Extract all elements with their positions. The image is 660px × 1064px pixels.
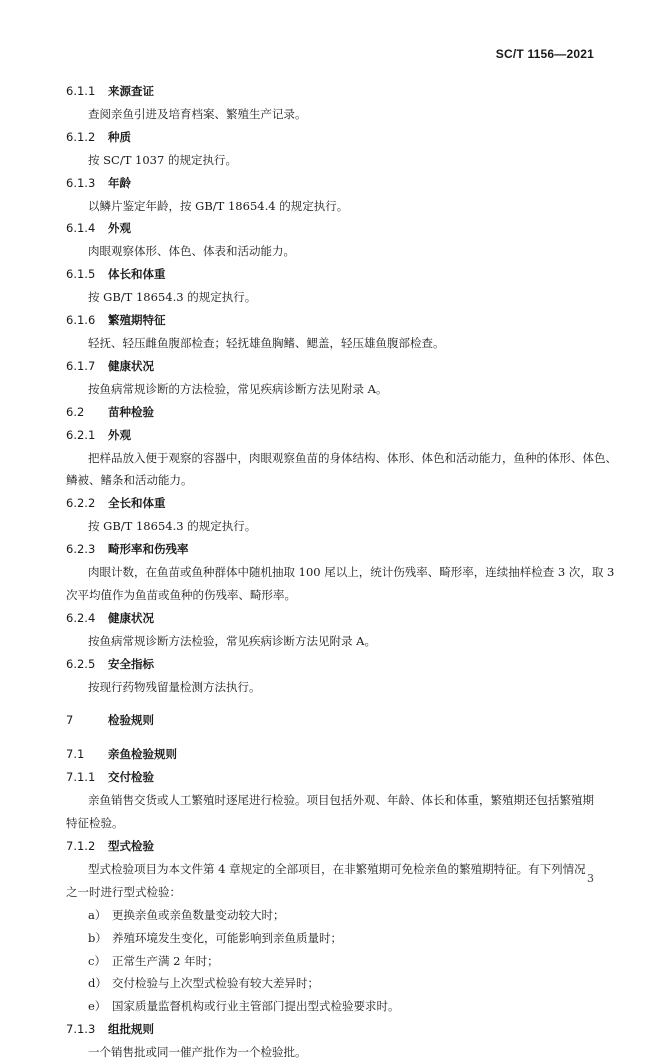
clause-number: 7.1.2	[66, 839, 96, 853]
clause-title: 检验规则	[108, 713, 154, 728]
list-item-text: 更换亲鱼或亲鱼数量变动较大时；	[112, 907, 285, 922]
paragraph-line: 肉眼计数，在鱼苗或鱼种群体中随机抽取 100 尾以上，统计伤残率、畸形率，连续抽样检查 3 次，取 3	[88, 565, 615, 580]
list-item-label: c）	[88, 953, 106, 968]
clause-title: 交付检验	[108, 770, 154, 785]
list-item-label: e）	[88, 999, 107, 1014]
list-item	[66, 927, 594, 950]
clause-number: 6.1.3	[66, 175, 96, 190]
clause-text: 轻抚、轻压雌鱼腹部检查；轻抚雄鱼胸鳍、鳃盖，轻压雄鱼腹部检查。	[88, 335, 445, 350]
list-item	[66, 972, 594, 995]
clause-number: 6.2	[66, 404, 85, 419]
clause-title: 组批规则	[108, 1022, 154, 1037]
standard-code-header: SC/T 1156—2021	[495, 47, 594, 61]
clause-number: 6.2.5	[66, 656, 96, 671]
clause-text: 按现行药物残留量检测方法执行。	[88, 679, 261, 694]
list-item-label: a）	[88, 907, 107, 922]
paragraph-line: 把样品放入便于观察的容器中，肉眼观察鱼苗的身体结构、体形、体色和活动能力，鱼种的体形、体色、	[88, 450, 617, 465]
document-body	[66, 80, 617, 1064]
list-item-text: 正常生产满 2 年时；	[112, 953, 219, 968]
paragraph-line: 之一时进行型式检验：	[66, 884, 181, 899]
clause-text: 按鱼病常规诊断的方法检验，常见疾病诊断方法见附录 A。	[88, 381, 388, 396]
list-item	[66, 995, 594, 1018]
clause-title: 年龄	[108, 175, 131, 190]
clause-number: 6.2.2	[66, 496, 96, 511]
clause-heading	[66, 355, 594, 378]
clause-text: 按 GB/T 18654.3 的规定执行。	[88, 519, 257, 534]
clause-heading	[66, 80, 594, 103]
clause-number: 6.1.4	[66, 221, 96, 236]
list-item	[66, 904, 594, 927]
clause-title: 来源查证	[108, 84, 154, 98]
clause-title: 体长和体重	[108, 267, 166, 282]
clause-heading	[66, 835, 594, 858]
clause-title: 畸形率和伤残率	[108, 542, 189, 557]
clause-heading	[66, 401, 594, 424]
list-item-text: 交付检验与上次型式检验有较大差异时；	[112, 976, 319, 991]
clause-number: 7.1.1	[66, 770, 96, 785]
clause-number: 6.1.5	[66, 267, 96, 282]
clause-heading	[66, 492, 594, 515]
clause-heading	[66, 309, 594, 332]
list-item-label: d）	[88, 976, 107, 991]
clause-title: 亲鱼检验规则	[108, 747, 177, 762]
clause-number: 7.1.3	[66, 1022, 96, 1037]
clause-heading	[66, 126, 594, 149]
clause-title: 全长和体重	[108, 496, 166, 511]
clause-number: 7.1	[66, 747, 85, 762]
section-spacer	[66, 698, 594, 709]
clause-text: 查阅亲鱼引进及培育档案、繁殖生产记录。	[88, 106, 307, 121]
clause-heading	[66, 743, 594, 766]
clause-heading	[66, 424, 594, 447]
paragraph-line: 型式检验项目为本文件第 4 章规定的全部项目，在非繁殖期可免检亲鱼的繁殖期特征。有下列情况	[88, 861, 586, 876]
clause-title: 繁殖期特征	[108, 313, 166, 328]
clause-number: 6.1.6	[66, 313, 96, 328]
list-item	[66, 950, 594, 973]
clause-heading	[66, 709, 594, 732]
clause-title: 苗种检验	[108, 404, 154, 419]
clause-heading	[66, 607, 594, 630]
clause-title: 健康状况	[108, 610, 154, 625]
clause-text: 按鱼病常规诊断方法检验，常见疾病诊断方法见附录 A。	[88, 633, 376, 648]
clause-number: 6.2.3	[66, 542, 96, 557]
paragraph-line: 亲鱼销售交货或人工繁殖时逐尾进行检验。项目包括外观、年龄、体长和体重，繁殖期还包括繁殖期	[88, 793, 594, 808]
clause-heading	[66, 538, 594, 561]
clause-title: 安全指标	[108, 656, 154, 671]
clause-number: 6.1.2	[66, 129, 96, 144]
clause-title: 型式检验	[108, 839, 154, 853]
clause-number: 6.2.1	[66, 427, 96, 442]
paragraph-line: 次平均值作为鱼苗或鱼种的伤残率、畸形率。	[66, 587, 296, 602]
clause-heading	[66, 263, 594, 286]
clause-title: 外观	[108, 427, 131, 442]
clause-heading	[66, 653, 594, 676]
paragraph-line: 特征检验。	[66, 816, 124, 831]
clause-number: 6.1.7	[66, 358, 96, 373]
clause-number: 6.1.1	[66, 84, 96, 98]
clause-number: 6.2.4	[66, 610, 96, 625]
clause-text: 肉眼观察体形、体色、体表和活动能力。	[88, 244, 295, 259]
list-item-text: 养殖环境发生变化，可能影响到亲鱼质量时；	[112, 930, 342, 945]
clause-title: 健康状况	[108, 358, 154, 373]
clause-number: 7	[66, 713, 74, 728]
clause-heading	[66, 1018, 594, 1041]
paragraph-line: 鳞被、鳍条和活动能力。	[66, 473, 193, 488]
clause-heading	[66, 217, 594, 240]
clause-text: 以鳞片鉴定年龄，按 GB/T 18654.4 的规定执行。	[88, 198, 349, 213]
page-number: 3	[587, 872, 594, 885]
clause-text: 按 SC/T 1037 的规定执行。	[88, 152, 237, 167]
clause-title: 种质	[108, 129, 131, 144]
list-item-text: 国家质量监督机构或行业主管部门提出型式检验要求时。	[112, 999, 400, 1014]
clause-text: 按 GB/T 18654.3 的规定执行。	[88, 290, 257, 305]
clause-heading	[66, 172, 594, 195]
section-spacer	[66, 732, 594, 743]
clause-text: 一个销售批或同一催产批作为一个检验批。	[88, 1045, 307, 1060]
clause-heading	[66, 766, 594, 789]
clause-title: 外观	[108, 221, 131, 236]
list-item-label: b）	[88, 930, 107, 945]
